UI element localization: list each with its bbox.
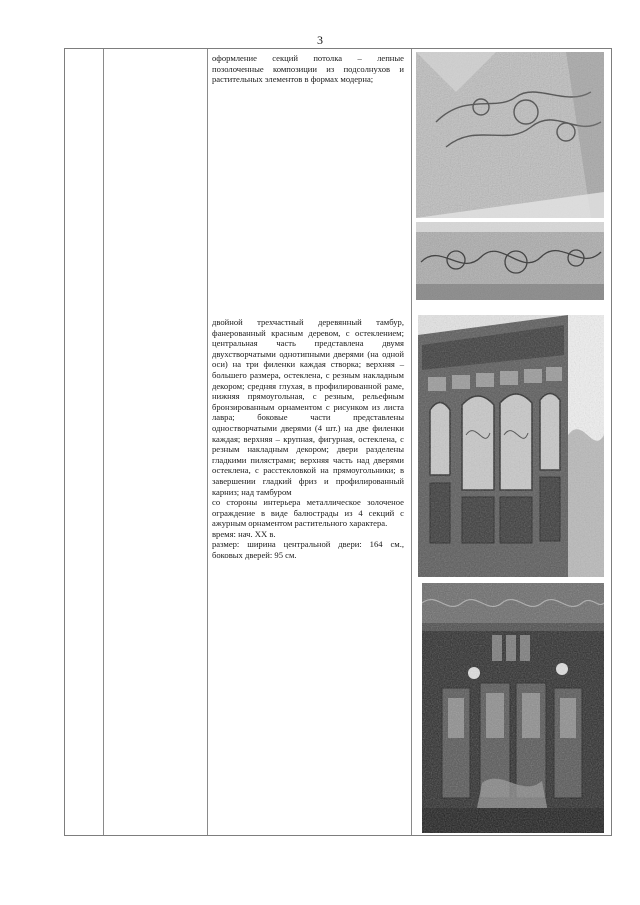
ceiling-description: оформление секций потолка – лепные позолоченные композиции из подсолнухов и растительных элементов в формах модерна;	[212, 53, 404, 85]
column-divider	[411, 49, 412, 835]
description-column	[212, 53, 404, 561]
tambour-description: двойной трехчастный деревянный тамбур, фанерованный красным деревом, с остеклением; центральная часть представлена двумя двухстворчатыми однотипными дверями (на одной оси) на три филенки каждая створка; верхняя – большего размера, остеклена, с резным накладным декором; средняя глухая, в профилированной раме, нижняя прямоугольная, с резным, рельефным бронзированным орнаментом с рисунком из листа лавра; боковые части представлены одностворчатыми дверями (4 шт.) на две филенки каждая; верхняя – крупная, фигурная, остеклена, с резным накладным декором; двери разделены гладкими пилястрами; верхняя часть над дверями остеклена, с расстекловкой на прямоугольники; в завершении гладкий фриз и профилированный карниз; над тамбуром	[212, 317, 404, 497]
tambour-door-photo	[418, 315, 604, 577]
tambour-interior-photo	[422, 583, 604, 833]
railing-description: со стороны интерьера металлическое золоченое ограждение в виде балюстрады из 4 секций с ажурным орнаментом растительного характера.	[212, 497, 404, 529]
column-divider	[207, 49, 208, 835]
description-table	[64, 48, 612, 836]
time-description: время: нач. XX в.	[212, 528, 276, 539]
size-description: размер: ширина центральной двери: 164 см., боковых дверей: 95 см.	[212, 539, 404, 561]
ceiling-frieze-photo	[416, 222, 604, 300]
page-number: 3	[317, 33, 323, 47]
column-divider	[103, 49, 104, 835]
ceiling-relief-photo	[416, 52, 604, 218]
